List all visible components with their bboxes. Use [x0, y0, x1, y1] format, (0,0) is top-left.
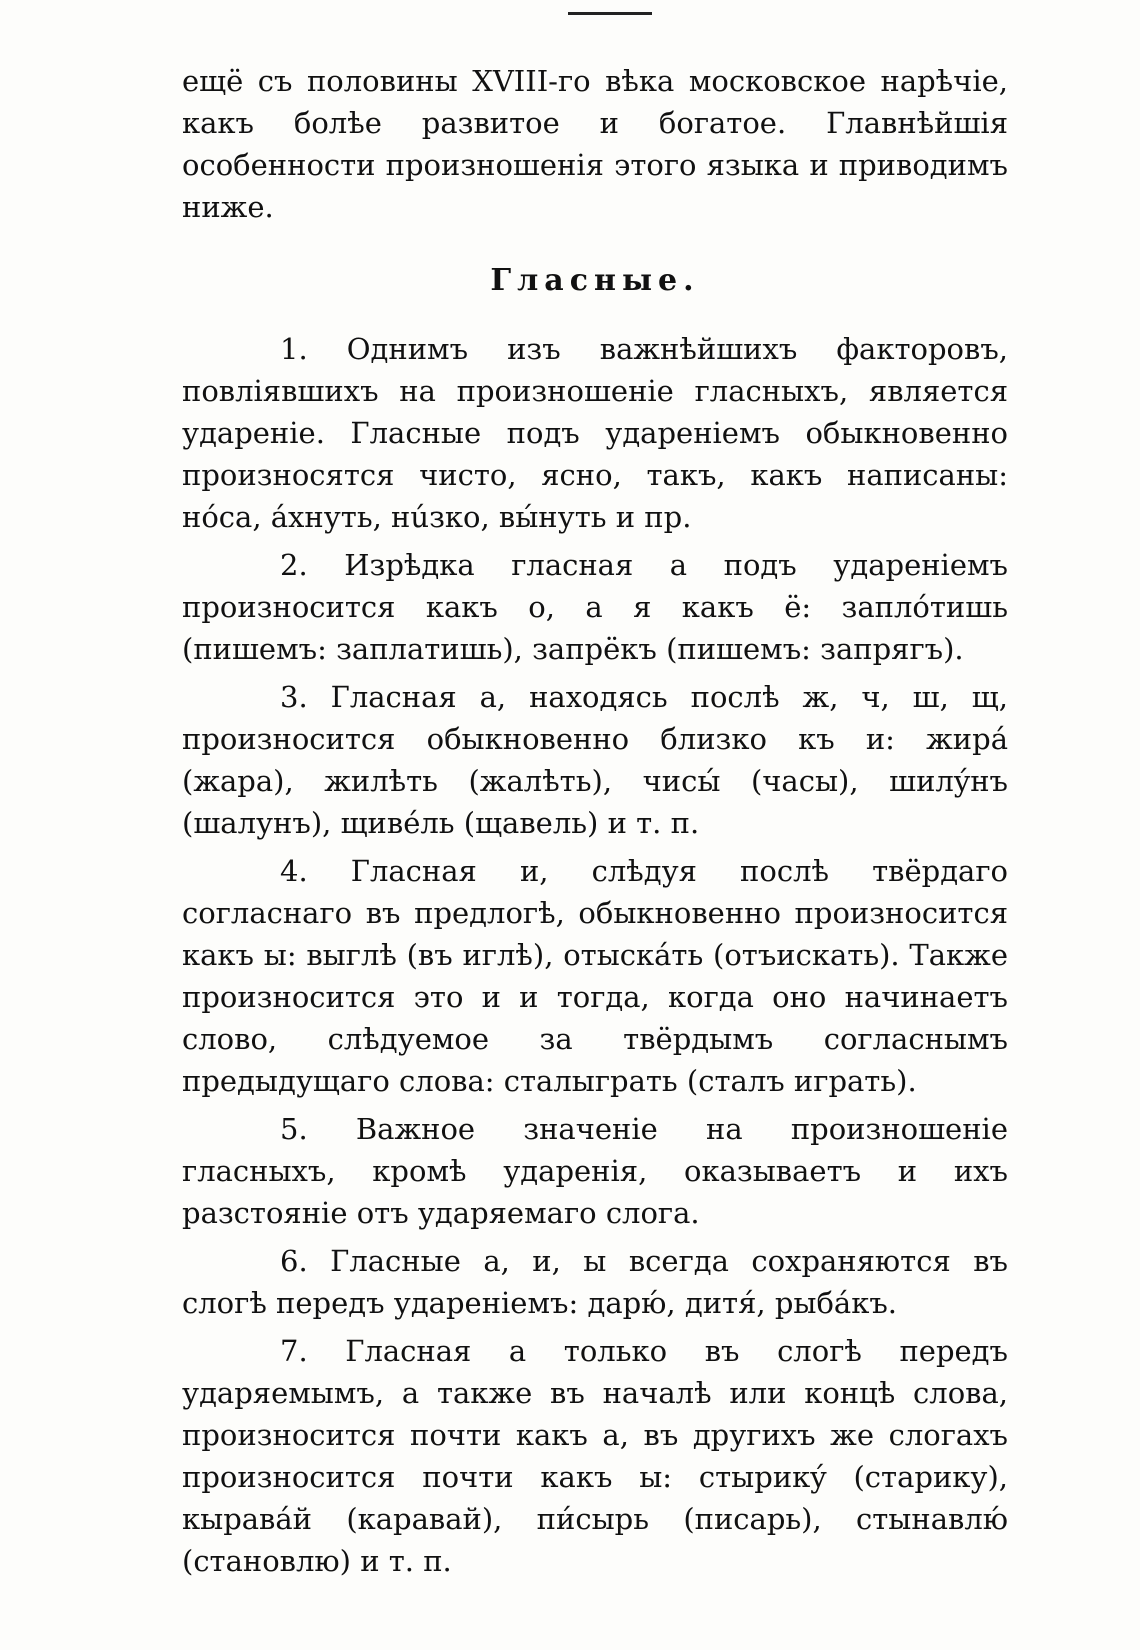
text-block	[182, 60, 1008, 1588]
paragraph-1: 1. Однимъ изъ важнѣйшихъ факторовъ, повліявшихъ на произношеніе гласныхъ, является ударенiе. Гласные подъ удареніемъ обыкновенно произносятся чисто, ясно, такъ, какъ написаны: нóса, áхнуть, нúзко, вы́нуть и пр.	[182, 332, 1008, 534]
paragraph-5: 5. Важное значеніе на произношеніе гласныхъ, кромѣ ударенія, оказываетъ и ихъ разстояніе отъ ударяемаго слога.	[182, 1112, 1008, 1230]
paragraph-3: 3. Гласная а, находясь послѣ ж, ч, ш, щ, произносится обыкновенно близко къ и: жирá (жара), жилѣть (жалѣть), чисы́ (часы), шилýнъ (шалунъ), щивéль (щавель) и т. п.	[182, 680, 1008, 840]
paragraph-2: 2. Изрѣдка гласная а подъ удареніемъ произносится какъ о, а я какъ ё: заплóтишь (пишемъ: заплатишь), запрёкъ (пишемъ: запрягъ).	[182, 548, 1008, 666]
section-heading: Гласные.	[490, 263, 700, 298]
paragraph-6: 6. Гласные а, и, ы всегда сохраняются въ слогѣ передъ удареніемъ: дарю́, дитя́, рыбáкъ.	[182, 1244, 1008, 1320]
opening-paragraph: ещё съ половины XVIII-го вѣка московское нарѣчіе, какъ болѣе развитое и богатое. Главнѣйшія особенности произношенія этого языка и приводимъ ниже.	[182, 64, 1008, 224]
paragraph-7: 7. Гласная а только въ слогѣ передъ ударяемымъ, а также въ началѣ или концѣ слова, произносится почти какъ а, въ другихъ же слогахъ произносится почти какъ ы: стырикý (старику), кыравáй (каравай), пи́сырь (писарь), стынавлю́ (становлю) и т. п.	[182, 1334, 1008, 1578]
paragraph-4: 4. Гласная и, слѣдуя послѣ твёрдаго согласнаго въ предлогѣ, обыкновенно произносится какъ ы: выглѣ (въ иглѣ), отыскáть (отъискать). Также произносится это и и тогда, когда оно начинаетъ слово, слѣдуемое за твёрдымъ согласнымъ предыдущаго слова: сталыграть (сталъ играть).	[182, 854, 1008, 1098]
top-rule	[568, 12, 652, 15]
